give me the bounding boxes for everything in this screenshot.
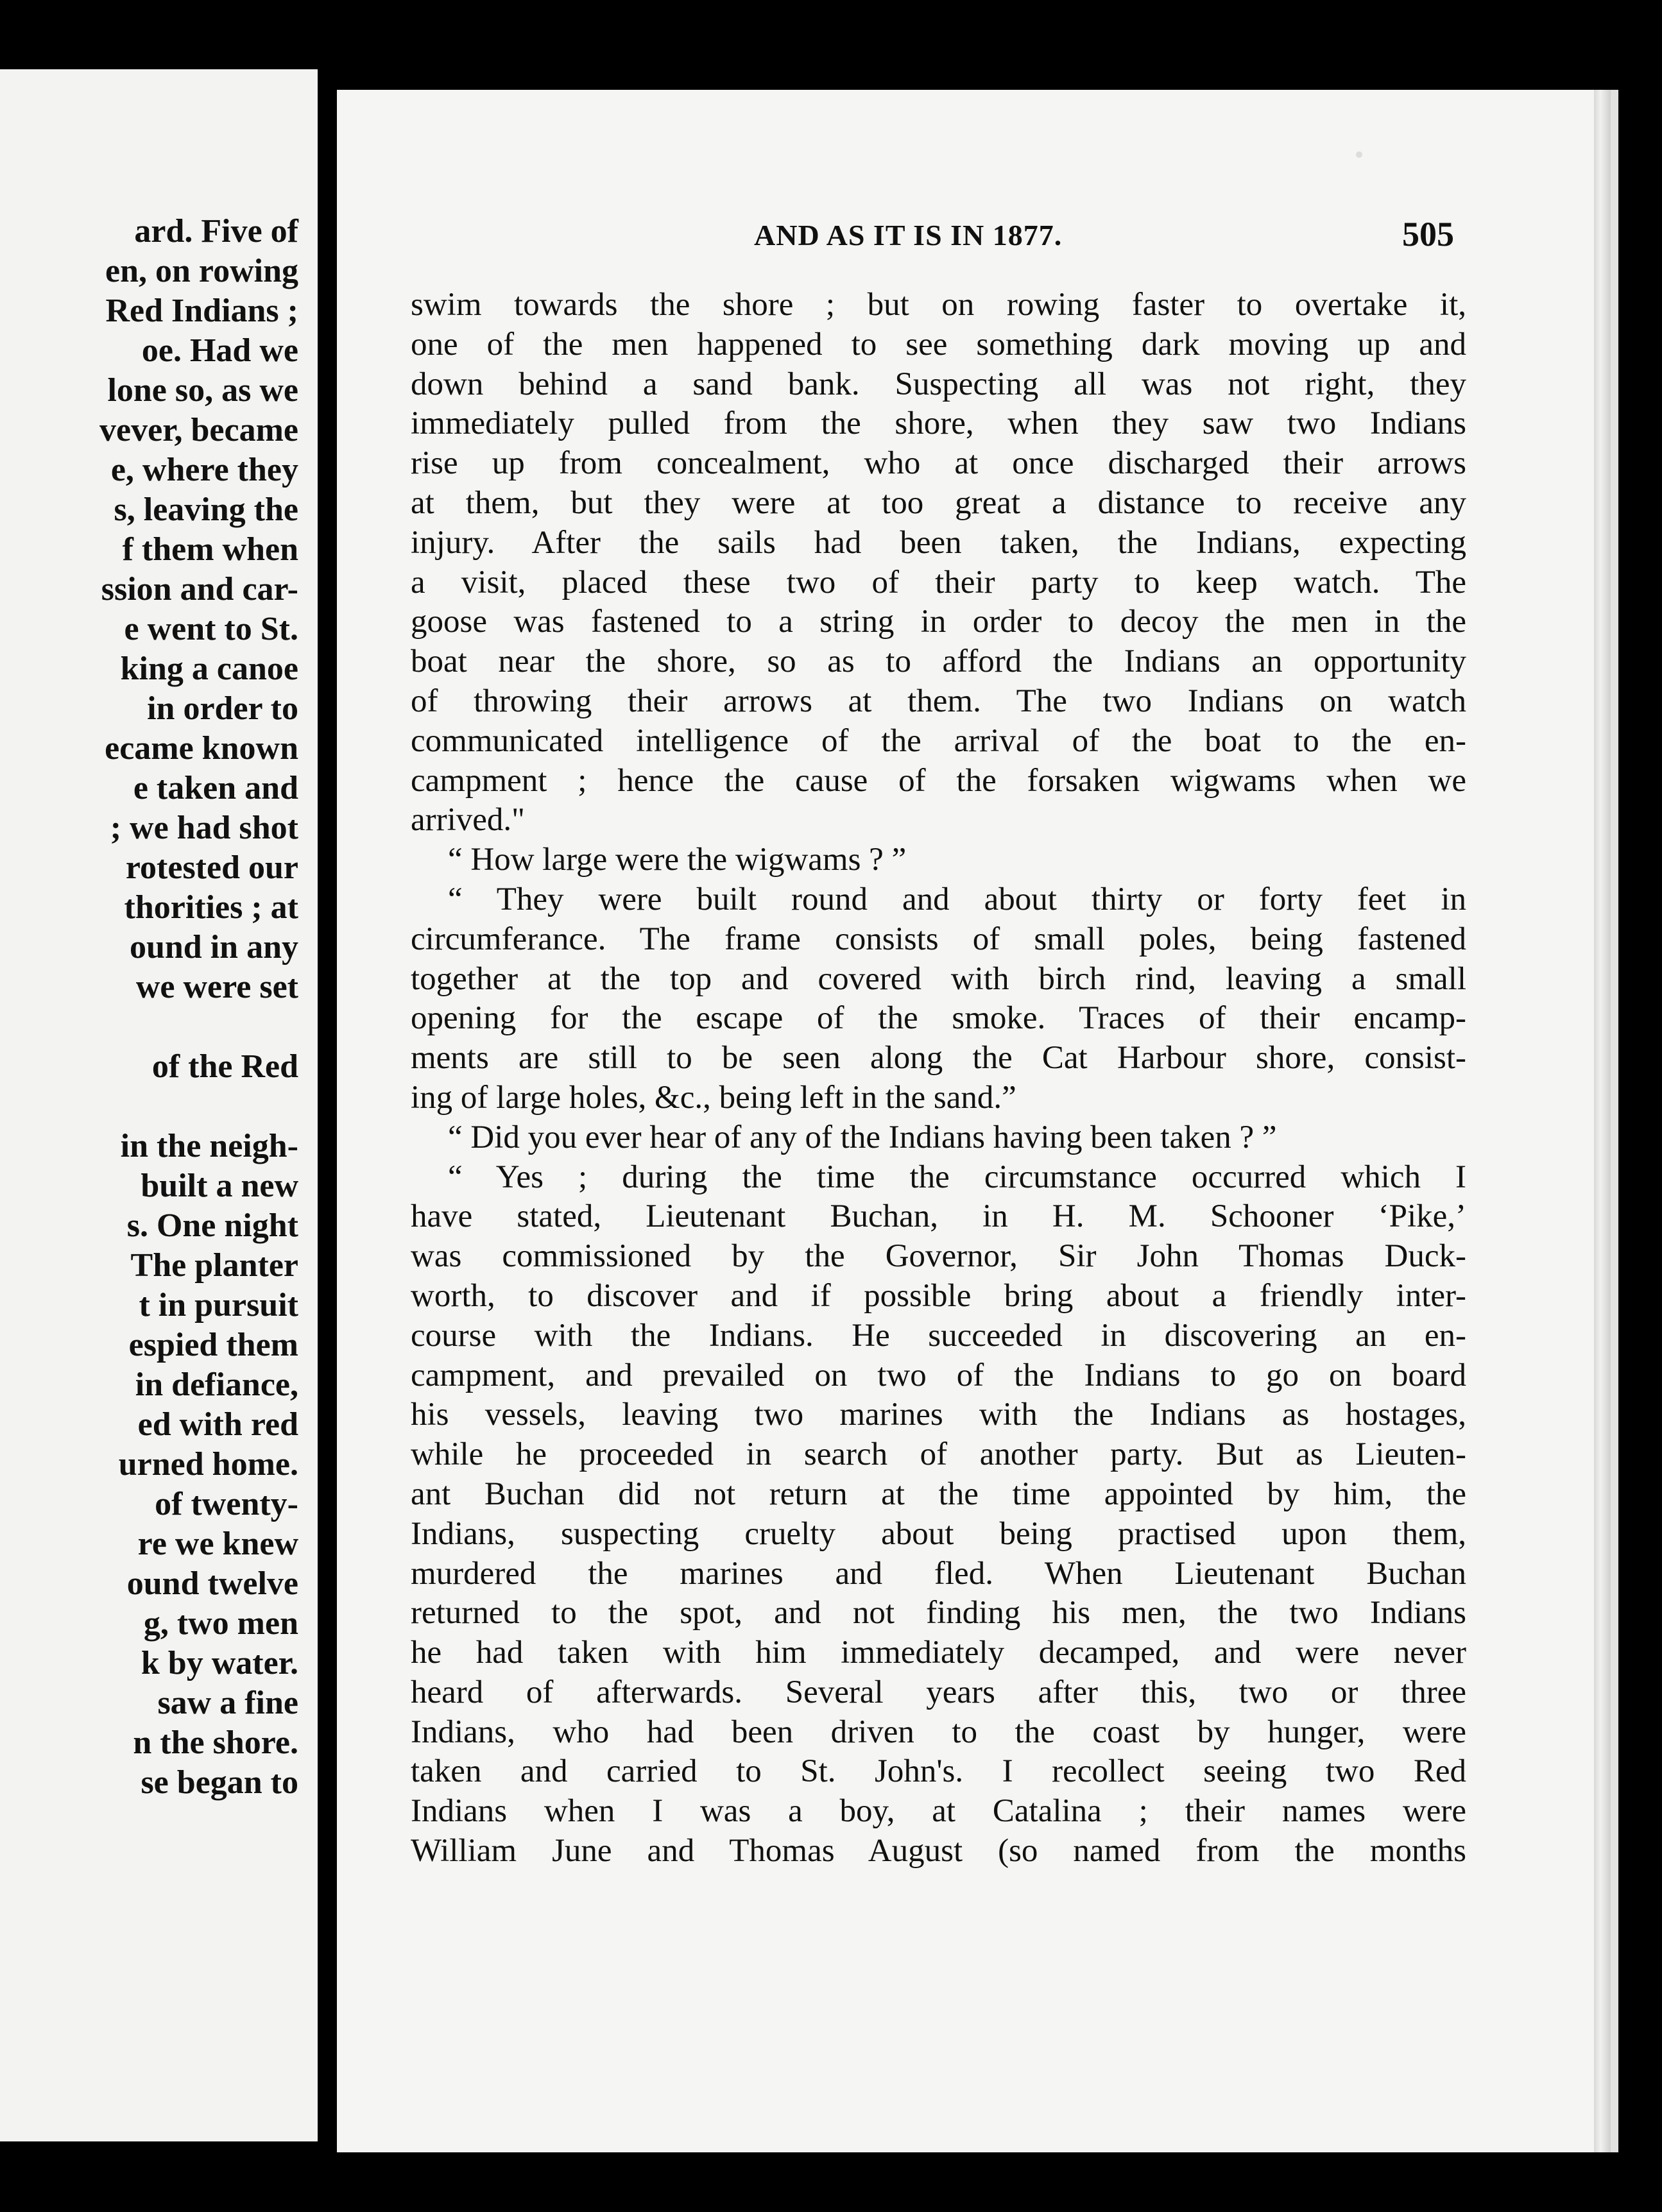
text-line: heard of afterwards. Several years after this, two or three bbox=[411, 1674, 1466, 1710]
left-page-line: of twenty- bbox=[155, 1486, 298, 1522]
left-page-line: ard. Five of bbox=[134, 213, 298, 250]
left-page-line: e, where they bbox=[110, 452, 298, 488]
left-page-line: se began to bbox=[141, 1764, 298, 1801]
text-line: “ How large were the wigwams ? ” bbox=[448, 842, 907, 878]
text-line: goose was fastened to a string in order to decoy the men in the bbox=[411, 604, 1466, 640]
text-line: swim towards the shore ; but on rowing faster to overtake it, bbox=[411, 287, 1466, 323]
left-page-line: re we knew bbox=[137, 1526, 298, 1562]
left-page-line: s. One night bbox=[126, 1207, 298, 1244]
body-text bbox=[411, 285, 1466, 1871]
text-line: “ Did you ever hear of any of the Indians having been taken ? ” bbox=[448, 1119, 1277, 1155]
left-page-line: e taken and bbox=[133, 770, 298, 806]
text-line: of throwing their arrows at them. The two Indians on watch bbox=[411, 683, 1466, 719]
left-page-line: g, two men bbox=[143, 1605, 298, 1642]
text-line: Indians when I was a boy, at Catalina ; their names were bbox=[411, 1793, 1466, 1830]
left-page-line: ound twelve bbox=[126, 1565, 298, 1602]
left-page-line: The planter bbox=[130, 1247, 298, 1284]
page-505 bbox=[337, 90, 1618, 2152]
left-page-line: in order to bbox=[147, 690, 298, 727]
left-page-line: ssion and car- bbox=[101, 571, 298, 608]
left-page-line: t in pursuit bbox=[139, 1287, 298, 1323]
left-page-line: s, leaving the bbox=[114, 491, 298, 528]
left-page-line: king a canoe bbox=[120, 651, 298, 687]
running-head: AND AS IT IS IN 1877. bbox=[754, 219, 1063, 251]
text-line: a visit, placed these two of their party to keep watch. The bbox=[411, 564, 1466, 600]
page-header bbox=[337, 215, 1611, 269]
text-line: returned to the spot, and not finding his men, the two Indians bbox=[411, 1595, 1466, 1631]
left-page-line: in the neigh- bbox=[120, 1128, 298, 1164]
left-page-line: of the Red bbox=[151, 1048, 298, 1085]
text-line: injury. After the sails had been taken, the Indians, expecting bbox=[411, 524, 1466, 561]
text-line: have stated, Lieutenant Buchan, in H. M. Schooner ‘Pike,’ bbox=[411, 1198, 1466, 1235]
left-page-line: ; we had shot bbox=[110, 810, 298, 846]
text-line: Indians, who had been driven to the coast by hunger, were bbox=[411, 1714, 1466, 1750]
text-line: opening for the escape of the smoke. Traces of their encamp- bbox=[411, 1000, 1466, 1037]
left-page-line: k by water. bbox=[141, 1645, 298, 1681]
speck bbox=[1356, 151, 1362, 158]
text-line: immediately pulled from the shore, when they saw two Indians bbox=[411, 405, 1466, 442]
left-page-line: built a new bbox=[141, 1168, 298, 1204]
left-page-line: thorities ; at bbox=[124, 889, 298, 926]
text-line: boat near the shore, so as to afford the Indians an opportunity bbox=[411, 643, 1466, 680]
text-line: Indians, suspecting cruelty about being practised upon them, bbox=[411, 1515, 1466, 1552]
text-line: campment, and prevailed on two of the Indians to go on board bbox=[411, 1357, 1466, 1393]
text-line: ant Buchan did not return at the time appointed by him, the bbox=[411, 1476, 1466, 1512]
left-page-line: n the shore. bbox=[133, 1724, 298, 1761]
left-page-line: f them when bbox=[122, 531, 298, 568]
text-line: campment ; hence the cause of the forsaken wigwams when we bbox=[411, 762, 1466, 799]
text-line: William June and Thomas August (so named from the months bbox=[411, 1833, 1466, 1869]
text-line: ments are still to be seen along the Cat Harbour shore, consist- bbox=[411, 1040, 1466, 1076]
text-line: while he proceeded in search of another party. But as Lieuten- bbox=[411, 1436, 1466, 1473]
text-line: “ They were built round and about thirty or forty feet in bbox=[448, 881, 1466, 917]
text-line: down behind a sand bank. Suspecting all was not right, they bbox=[411, 366, 1466, 402]
left-page-line: ecame known bbox=[105, 730, 298, 767]
text-line: taken and carried to St. John's. I recollect seeing two Red bbox=[411, 1753, 1466, 1790]
left-page-line: e went to St. bbox=[124, 611, 298, 647]
left-page-line: vever, became bbox=[99, 412, 298, 448]
left-page-line: rotested our bbox=[125, 849, 298, 886]
text-line: worth, to discover and if possible bring about a friendly inter- bbox=[411, 1277, 1466, 1314]
left-page-line: ound in any bbox=[129, 929, 298, 966]
text-line: “ Yes ; during the time the circumstance occurred which I bbox=[448, 1159, 1466, 1195]
left-page-line: Red Indians ; bbox=[105, 293, 298, 329]
left-page-line: we were set bbox=[135, 969, 298, 1005]
text-line: circumferance. The frame consists of small poles, being fastened bbox=[411, 921, 1466, 957]
text-line: murdered the marines and fled. When Lieutenant Buchan bbox=[411, 1555, 1466, 1592]
text-line: he had taken with him immediately decamped, and were never bbox=[411, 1635, 1466, 1671]
page-edge bbox=[1594, 90, 1611, 2152]
left-page-line: oe. Had we bbox=[141, 332, 298, 369]
left-page-line: saw a fine bbox=[157, 1685, 298, 1721]
text-line: at them, but they were at too great a distance to receive any bbox=[411, 484, 1466, 521]
left-page-line: ed with red bbox=[137, 1406, 298, 1443]
left-page-line: en, on rowing bbox=[105, 253, 298, 289]
previous-page-fragment bbox=[0, 69, 318, 2141]
text-line: together at the top and covered with birch rind, leaving a small bbox=[411, 960, 1466, 997]
text-line: course with the Indians. He succeeded in discovering an en- bbox=[411, 1317, 1466, 1354]
text-line: one of the men happened to see something dark moving up and bbox=[411, 326, 1466, 362]
left-page-line: in defiance, bbox=[135, 1366, 298, 1403]
text-line: was commissioned by the Governor, Sir John Thomas Duck- bbox=[411, 1238, 1466, 1275]
left-page-line: lone so, as we bbox=[107, 372, 298, 409]
page-number: 505 bbox=[1402, 215, 1454, 253]
text-line: arrived." bbox=[411, 802, 525, 838]
text-line: his vessels, leaving two marines with the Indians as hostages, bbox=[411, 1397, 1466, 1433]
text-line: communicated intelligence of the arrival of the boat to the en- bbox=[411, 722, 1466, 759]
left-page-line: espied them bbox=[128, 1327, 298, 1363]
left-page-line: urned home. bbox=[118, 1446, 298, 1483]
text-line: ing of large holes, &c., being left in the sand.” bbox=[411, 1079, 1016, 1116]
text-line: rise up from concealment, who at once discharged their arrows bbox=[411, 445, 1466, 482]
